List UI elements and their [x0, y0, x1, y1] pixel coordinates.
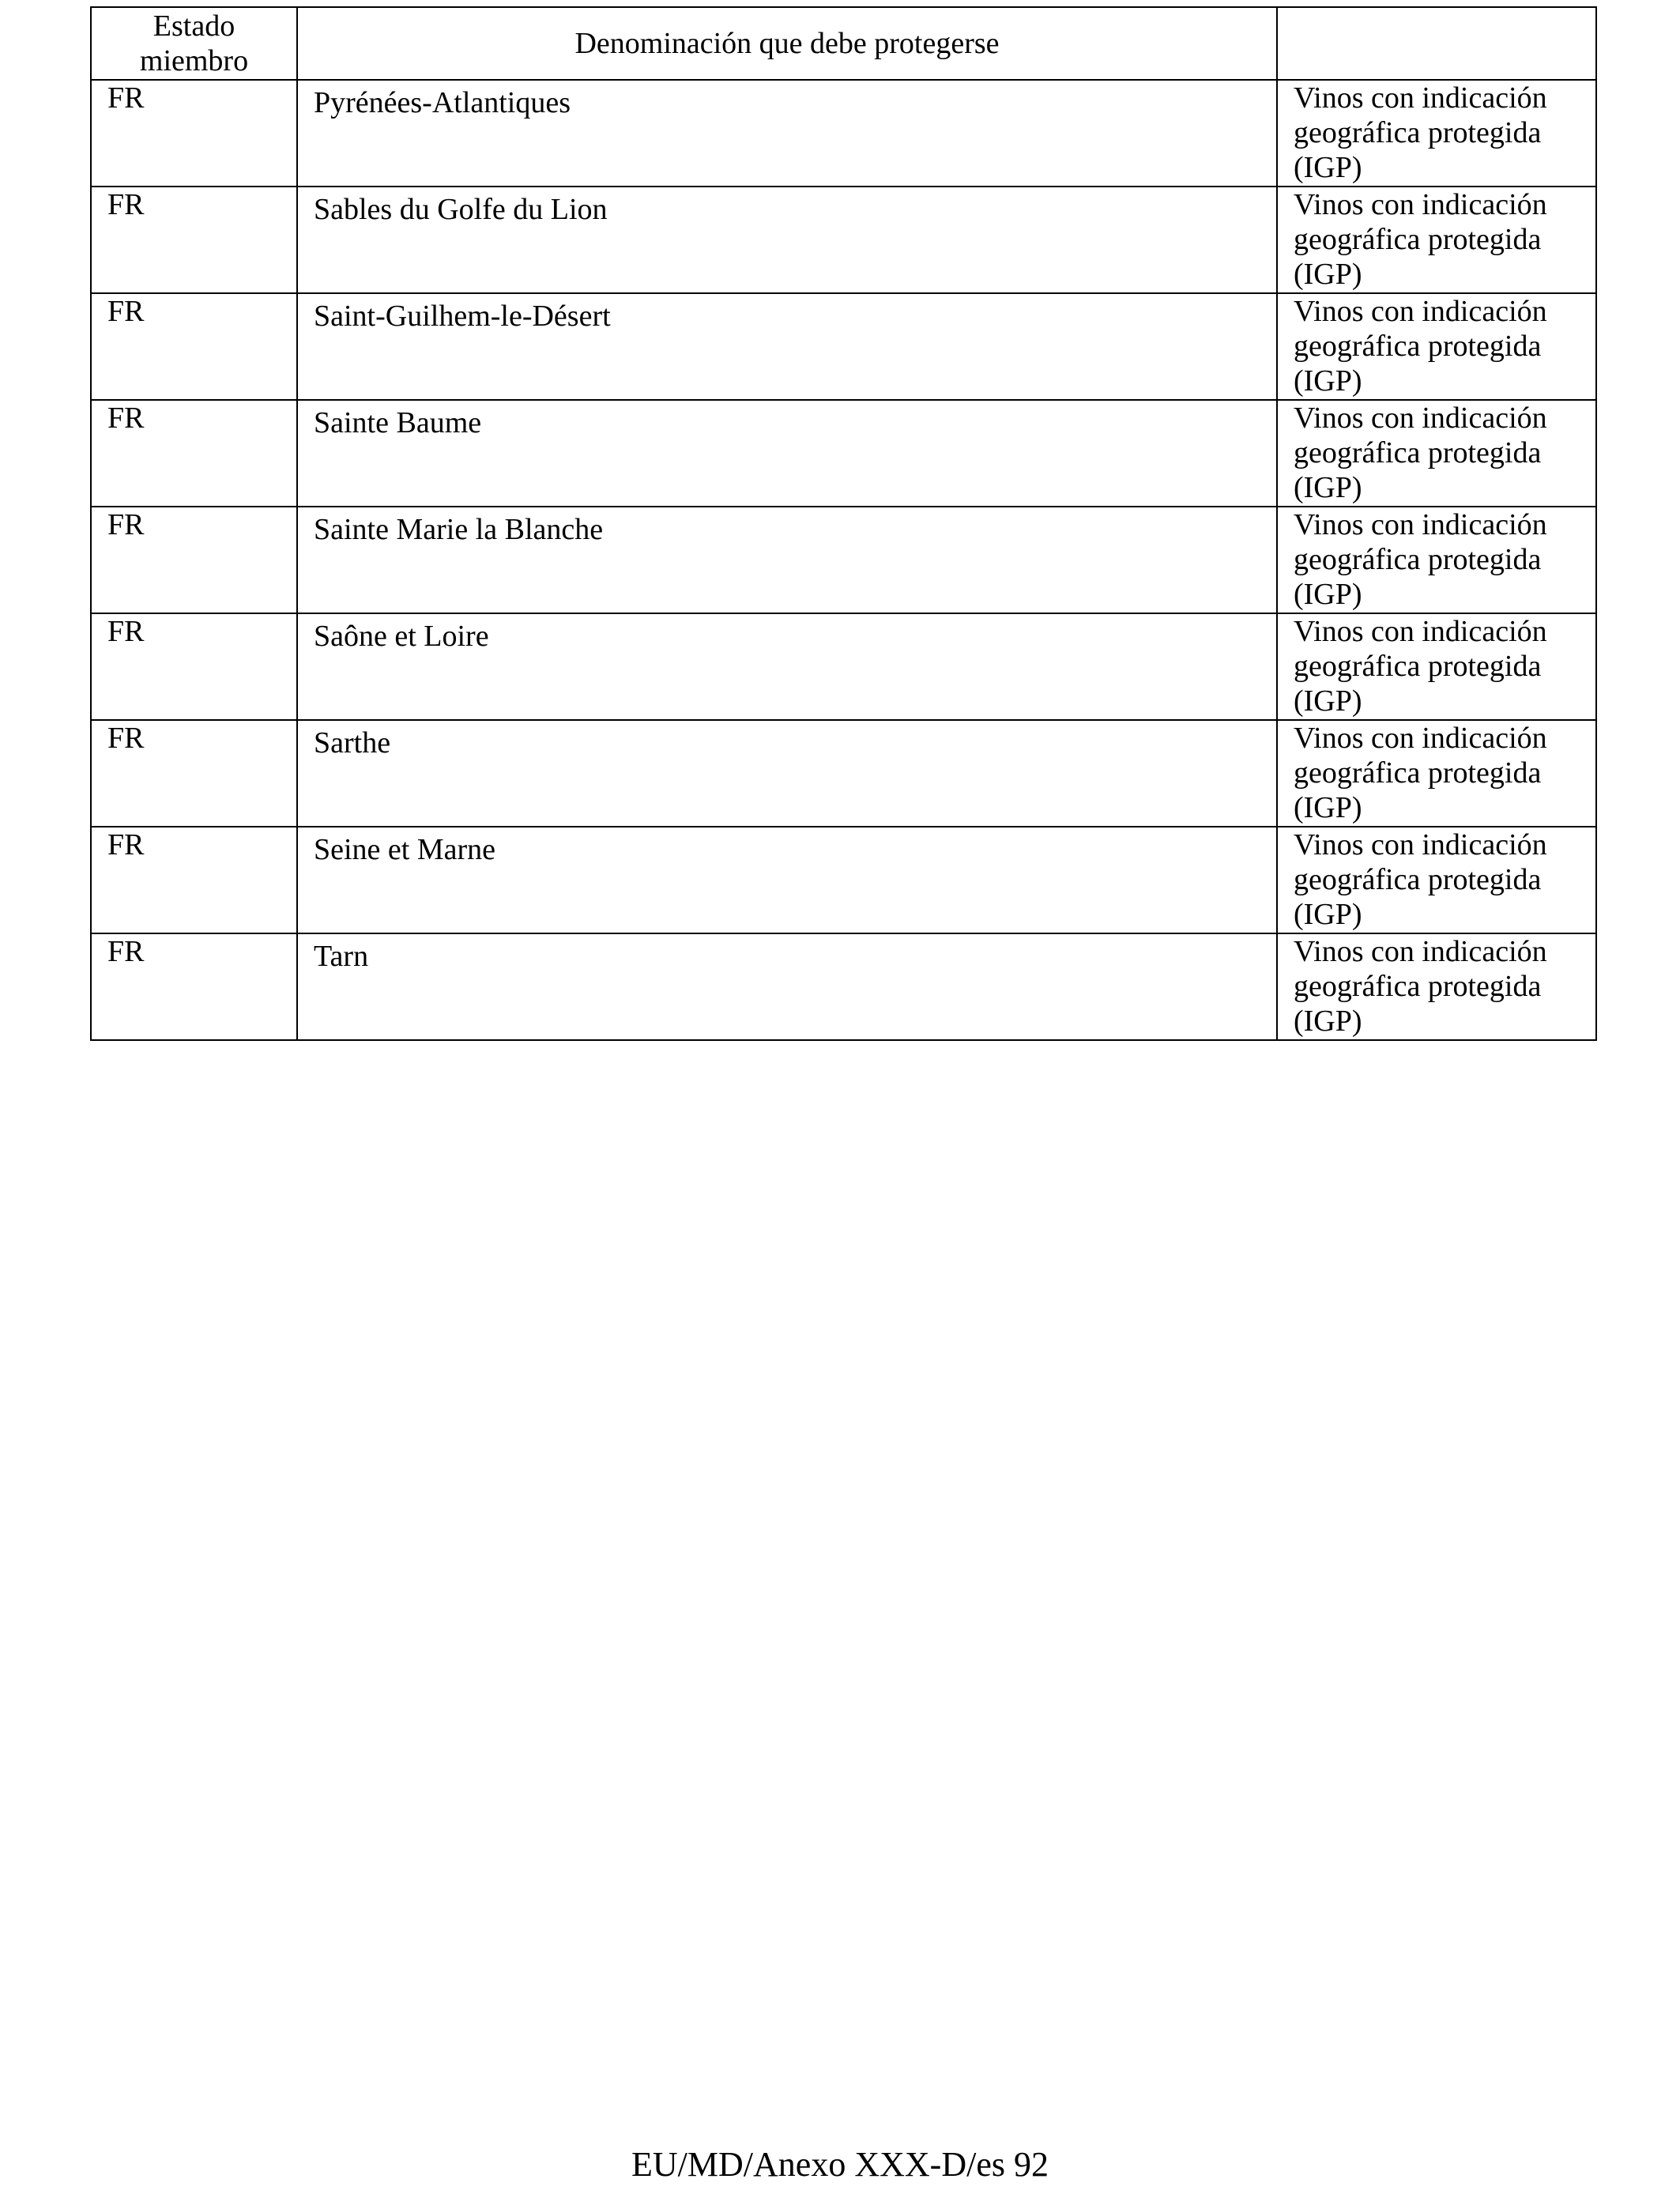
category-cell: Vinos con indicación geográfica protegida (IGP) [1277, 720, 1596, 827]
denomination-cell: Tarn [297, 933, 1277, 1040]
member-state-cell: FR [91, 933, 297, 1040]
category-cell: Vinos con indicación geográfica protegida (IGP) [1277, 400, 1596, 507]
denomination-cell: Saint-Guilhem-le-Désert [297, 293, 1277, 400]
member-state-cell: FR [91, 187, 297, 293]
denomination-cell: Saône et Loire [297, 613, 1277, 720]
member-state-cell: FR [91, 507, 297, 613]
category-cell: Vinos con indicación geográfica protegida (IGP) [1277, 613, 1596, 720]
table-row [91, 293, 1596, 400]
table-row [91, 80, 1596, 187]
member-state-cell: FR [91, 613, 297, 720]
category-cell: Vinos con indicación geográfica protegida (IGP) [1277, 80, 1596, 187]
table-header-row [91, 7, 1596, 80]
header-category [1277, 7, 1596, 80]
category-cell: Vinos con indicación geográfica protegida (IGP) [1277, 187, 1596, 293]
denomination-cell: Sainte Baume [297, 400, 1277, 507]
category-cell: Vinos con indicación geográfica protegida (IGP) [1277, 293, 1596, 400]
category-cell: Vinos con indicación geográfica protegida (IGP) [1277, 933, 1596, 1040]
member-state-cell: FR [91, 720, 297, 827]
denomination-cell: Sarthe [297, 720, 1277, 827]
category-cell: Vinos con indicación geográfica protegida (IGP) [1277, 507, 1596, 613]
denomination-cell: Sainte Marie la Blanche [297, 507, 1277, 613]
member-state-cell: FR [91, 293, 297, 400]
header-member-state: Estado miembro [91, 7, 297, 80]
table-row [91, 720, 1596, 827]
denomination-cell: Sables du Golfe du Lion [297, 187, 1277, 293]
page-footer-reference: EU/MD/Anexo XXX-D/es 92 [631, 2145, 1049, 2184]
category-cell: Vinos con indicación geográfica protegida (IGP) [1277, 827, 1596, 933]
table-row [91, 827, 1596, 933]
member-state-cell: FR [91, 80, 297, 187]
table-row [91, 507, 1596, 613]
table-row [91, 933, 1596, 1040]
denomination-cell: Pyrénées-Atlantiques [297, 80, 1277, 187]
header-denomination: Denominación que debe protegerse [297, 7, 1277, 80]
member-state-cell: FR [91, 400, 297, 507]
member-state-cell: FR [91, 827, 297, 933]
table-row [91, 613, 1596, 720]
table-row [91, 187, 1596, 293]
denominations-table [90, 6, 1597, 1041]
denomination-cell: Seine et Marne [297, 827, 1277, 933]
table-row [91, 400, 1596, 507]
